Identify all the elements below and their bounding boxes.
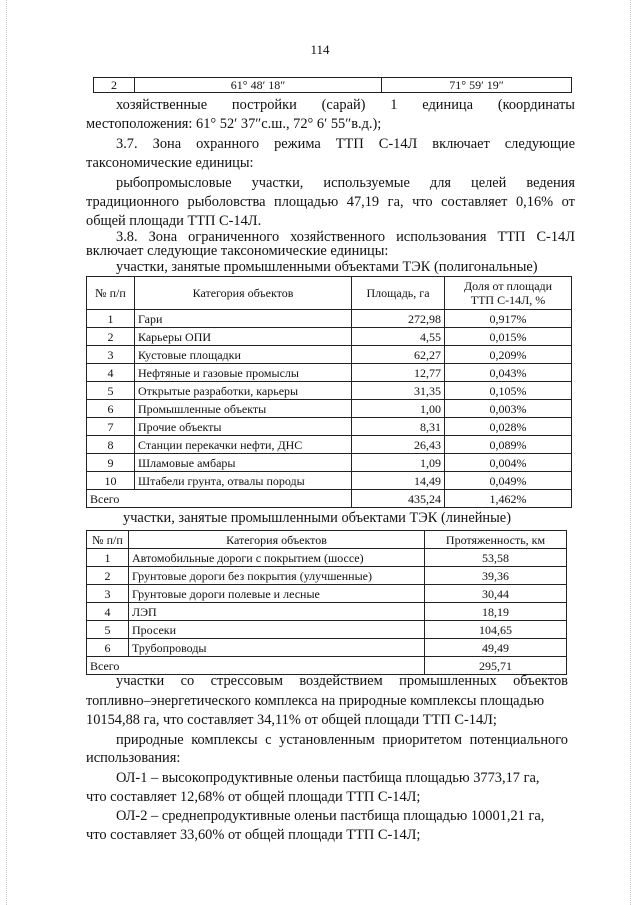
table-cell: 61° 48′ 18″ bbox=[135, 78, 382, 93]
object-category: Трубопроводы bbox=[129, 639, 425, 657]
object-category: Грунтовые дороги без покрытия (улучшенные) bbox=[129, 567, 425, 585]
table-caption: участки, занятые промышленными объектами ТЭК (полигональные) bbox=[116, 259, 538, 275]
paragraph-line: природные комплексы с установленным приоритетом потенциального bbox=[116, 732, 568, 748]
area-value: 1,09 bbox=[352, 454, 445, 472]
row-number: 6 bbox=[87, 400, 135, 418]
table-header-row bbox=[87, 531, 567, 549]
column-header: № п/п bbox=[87, 277, 135, 310]
share-value: 0,209% bbox=[445, 346, 572, 364]
share-value: 0,917% bbox=[445, 310, 572, 328]
object-category: Промышленные объекты bbox=[135, 400, 352, 418]
column-header: № п/п bbox=[87, 531, 129, 549]
table-caption: участки, занятые промышленными объектами ТЭК (линейные) bbox=[123, 510, 511, 526]
scan-edge-line bbox=[6, 0, 7, 905]
table-row bbox=[87, 549, 567, 567]
table-row bbox=[87, 382, 572, 400]
row-number: 10 bbox=[87, 472, 135, 490]
area-value: 8,31 bbox=[352, 418, 445, 436]
scan-edge-line bbox=[630, 0, 631, 905]
row-number: 4 bbox=[87, 364, 135, 382]
row-number: 3 bbox=[87, 585, 129, 603]
linear-objects-table bbox=[86, 530, 567, 675]
length-value: 49,49 bbox=[425, 639, 567, 657]
paragraph-line: включает следующие таксономические единицы: bbox=[86, 243, 389, 259]
row-number: 7 bbox=[87, 418, 135, 436]
table-row bbox=[94, 78, 572, 93]
paragraph-line: что составляет 12,68% от общей площади ТТП С-14Л; bbox=[86, 789, 421, 805]
column-header-line: Доля от площади bbox=[463, 279, 553, 293]
table-row bbox=[87, 603, 567, 621]
paragraph-line: ОЛ-1 – высокопродуктивные оленьи пастбища площадью 3773,17 га, bbox=[116, 770, 540, 786]
share-value: 0,028% bbox=[445, 418, 572, 436]
total-label: Всего bbox=[87, 490, 352, 508]
table-row bbox=[87, 567, 567, 585]
object-category: Просеки bbox=[129, 621, 425, 639]
area-value: 62,27 bbox=[352, 346, 445, 364]
share-value: 0,089% bbox=[445, 436, 572, 454]
table-row bbox=[87, 310, 572, 328]
row-number: 6 bbox=[87, 639, 129, 657]
table-total-row bbox=[87, 657, 567, 675]
row-number: 8 bbox=[87, 436, 135, 454]
polygon-objects-table bbox=[86, 276, 572, 508]
paragraph-line: топливно–энергетического комплекса на природные комплексы площадью bbox=[86, 693, 545, 709]
object-category: Автомобильные дороги с покрытием (шоссе) bbox=[129, 549, 425, 567]
object-category: Нефтяные и газовые промыслы bbox=[135, 364, 352, 382]
paragraph-line: 10154,88 га, что составляет 34,11% от общей площади ТТП С-14Л; bbox=[86, 712, 497, 728]
share-value: 0,043% bbox=[445, 364, 572, 382]
share-value: 0,049% bbox=[445, 472, 572, 490]
table-row bbox=[87, 436, 572, 454]
object-category: Гари bbox=[135, 310, 352, 328]
share-value: 0,015% bbox=[445, 328, 572, 346]
area-value: 1,00 bbox=[352, 400, 445, 418]
total-length: 295,71 bbox=[425, 657, 567, 675]
share-value: 0,105% bbox=[445, 382, 572, 400]
paragraph-line: что составляет 33,60% от общей площади ТТП С-14Л; bbox=[86, 827, 421, 843]
total-share: 1,462% bbox=[445, 490, 572, 508]
share-value: 0,003% bbox=[445, 400, 572, 418]
column-header: Категория объектов bbox=[129, 531, 425, 549]
paragraph-line: традиционного рыболовства площадью 47,19 га, что составляет 0,16% от bbox=[86, 194, 575, 210]
total-area: 435,24 bbox=[352, 490, 445, 508]
total-label: Всего bbox=[87, 657, 425, 675]
table-cell: 71° 59′ 19″ bbox=[382, 78, 572, 93]
paragraph-line: хозяйственные постройки (сарай) 1 единица (координаты bbox=[116, 97, 575, 113]
paragraph-line: ОЛ-2 – среднепродуктивные оленьи пастбища площадью 10001,21 га, bbox=[116, 808, 545, 824]
area-value: 12,77 bbox=[352, 364, 445, 382]
table-row bbox=[87, 346, 572, 364]
row-number: 1 bbox=[87, 310, 135, 328]
row-number: 3 bbox=[87, 346, 135, 364]
paragraph-line: общей площади ТТП С-14Л. bbox=[86, 213, 262, 229]
column-header: Категория объектов bbox=[135, 277, 352, 310]
object-category: ЛЭП bbox=[129, 603, 425, 621]
paragraph-line: использования: bbox=[86, 750, 181, 766]
row-number: 4 bbox=[87, 603, 129, 621]
coordinates-table-fragment bbox=[93, 77, 572, 93]
row-number: 1 bbox=[87, 549, 129, 567]
table-row bbox=[87, 328, 572, 346]
row-number: 5 bbox=[87, 621, 129, 639]
area-value: 31,35 bbox=[352, 382, 445, 400]
row-number: 5 bbox=[87, 382, 135, 400]
page-number: 114 bbox=[310, 42, 330, 57]
length-value: 53,58 bbox=[425, 549, 567, 567]
object-category: Шламовые амбары bbox=[135, 454, 352, 472]
column-header: Протяженность, км bbox=[425, 531, 567, 549]
table-row bbox=[87, 454, 572, 472]
paragraph-line: 3.7. Зона охранного режима ТТП С-14Л включает следующие bbox=[116, 136, 576, 152]
paragraph-line: рыбопромысловые участки, используемые для целей ведения bbox=[116, 175, 575, 191]
object-category: Штабели грунта, отвалы породы bbox=[135, 472, 352, 490]
paragraph-line: таксономические единицы: bbox=[86, 155, 254, 171]
table-cell: 2 bbox=[94, 78, 135, 93]
object-category: Карьеры ОПИ bbox=[135, 328, 352, 346]
paragraph-line: местоположения: 61° 52′ 37″с.ш., 72° 6′ 55″в.д.); bbox=[86, 116, 382, 132]
share-value: 0,004% bbox=[445, 454, 572, 472]
table-header-row bbox=[87, 277, 572, 310]
length-value: 39,36 bbox=[425, 567, 567, 585]
object-category: Станции перекачки нефти, ДНС bbox=[135, 436, 352, 454]
row-number: 9 bbox=[87, 454, 135, 472]
table-row bbox=[87, 639, 567, 657]
length-value: 18,19 bbox=[425, 603, 567, 621]
table-row bbox=[87, 400, 572, 418]
table-total-row bbox=[87, 490, 572, 508]
length-value: 30,44 bbox=[425, 585, 567, 603]
table-row bbox=[87, 472, 572, 490]
column-header bbox=[445, 277, 572, 310]
area-value: 26,43 bbox=[352, 436, 445, 454]
paragraph-line: 3.8. Зона ограниченного хозяйственного использования ТТП С-14Л bbox=[116, 229, 575, 245]
table-row bbox=[87, 585, 567, 603]
area-value: 272,98 bbox=[352, 310, 445, 328]
object-category: Прочие объекты bbox=[135, 418, 352, 436]
column-header: Площадь, га bbox=[352, 277, 445, 310]
column-header-line: ТТП С-14Л, % bbox=[470, 293, 546, 307]
area-value: 4,55 bbox=[352, 328, 445, 346]
object-category: Кустовые площадки bbox=[135, 346, 352, 364]
object-category: Открытые разработки, карьеры bbox=[135, 382, 352, 400]
row-number: 2 bbox=[87, 328, 135, 346]
table-row bbox=[87, 418, 572, 436]
row-number: 2 bbox=[87, 567, 129, 585]
table-row bbox=[87, 621, 567, 639]
table-row bbox=[87, 364, 572, 382]
object-category: Грунтовые дороги полевые и лесные bbox=[129, 585, 425, 603]
area-value: 14,49 bbox=[352, 472, 445, 490]
length-value: 104,65 bbox=[425, 621, 567, 639]
paragraph-line: участки со стрессовым воздействием промышленных объектов bbox=[116, 673, 568, 689]
